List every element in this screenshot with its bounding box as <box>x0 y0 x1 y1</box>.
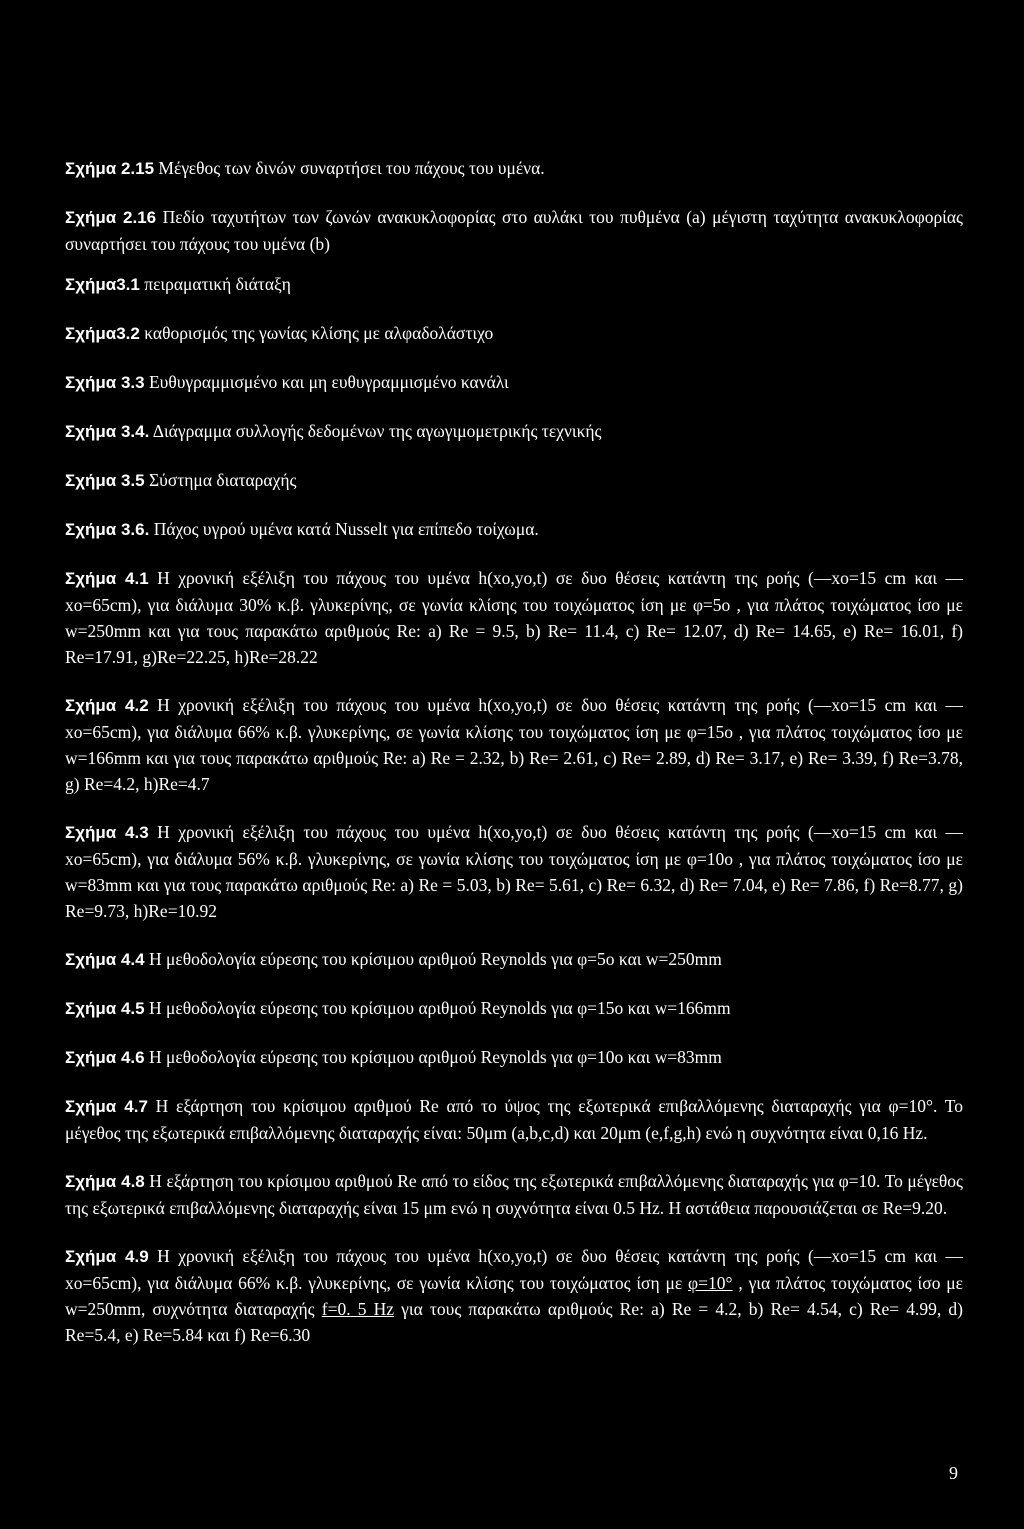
caption-4-6 <box>65 1044 963 1071</box>
caption-label: Σχήμα 4.9 <box>65 1247 149 1266</box>
caption-label: Σχήμα 4.8 <box>65 1172 145 1191</box>
caption-4-7 <box>65 1093 963 1146</box>
caption-label: Σχήμα 3.3 <box>65 373 145 392</box>
caption-3-2 <box>65 320 963 347</box>
caption-4-9 <box>65 1243 963 1348</box>
caption-text: καθορισμός της γωνίας κλίσης με αλφαδολάστιχο <box>139 323 494 343</box>
caption-4-1 <box>65 565 963 670</box>
caption-3-5 <box>65 467 963 494</box>
caption-text: Πάχος υγρού υμένα κατά Nusselt για επίπεδο τοίχωμα. <box>149 519 539 539</box>
caption-label: Σχήμα 2.16 <box>65 208 157 227</box>
caption-text: Σύστημα διαταραχής <box>144 470 297 490</box>
caption-text: Μέγεθος των δινών συναρτήσει του πάχους του υμένα. <box>154 158 545 178</box>
underlined-angle: φ=10° <box>688 1273 733 1293</box>
caption-label: Σχήμα 4.7 <box>65 1097 148 1116</box>
caption-label: Σχήμα 3.5 <box>65 471 145 490</box>
caption-text: Διάγραμμα συλλογής δεδομένων της αγωγιμομετρικής τεχνικής <box>149 421 602 441</box>
caption-text: Η χρονική εξέλιξη του πάχους του υμένα h(xo,yo,t) σε δυο θέσεις κατάντη της ροής (—xo=15 cm και — xo=65cm), για διάλυμα 66% κ.β. γλυκερίνης, σε γωνία κλίσης του τοιχώματος ίση με <box>65 1246 963 1293</box>
caption-label: Σχήμα3.2 <box>65 324 140 343</box>
caption-text: Η χρονική εξέλιξη του πάχους του υμένα h(xο,yο,t) σε δυο θέσεις κατάντη της ροής (—xο=15 cm και — xο=65cm), για διάλυμα 30% κ.β. γλυκερίνης, σε γωνία κλίσης του τοιχώματος ίση με φ=5ο , για πλάτος τοιχώματος ίσο με w=250mm και για τους παρακάτω αριθμούς Re: a) Re = 9.5, b) Re= 11.4, c) Re= 12.07, d) Re= 14.65, e) Re= 16.01, f) Re=17.91, g)Re=22.25, h)Re=28.22 <box>65 568 963 667</box>
caption-label: Σχήμα 4.3 <box>65 823 149 842</box>
caption-4-2 <box>65 692 963 797</box>
caption-label: Σχήμα 4.5 <box>65 999 145 1018</box>
caption-label: Σχήμα 4.4 <box>65 950 145 969</box>
caption-text: Η χρονική εξέλιξη του πάχους του υμένα h(xο,yο,t) σε δυο θέσεις κατάντη της ροής (—xο=15 cm και — xο=65cm), για διάλυμα 66% κ.β. γλυκερίνης, σε γωνία κλίσης του τοιχώματος ίση με φ=15ο , για πλάτος τοιχώματος ίσο με w=166mm και για τους παρακάτω αριθμούς Re: a) Re = 2.32, b) Re= 2.61, c) Re= 2.89, d) Re= 3.17, e) Re= 3.39, f) Re=3.78, g) Re=4.2, h)Re=4.7 <box>65 695 963 794</box>
caption-list <box>65 155 963 1370</box>
caption-label: Σχήμα 3.6. <box>65 520 150 539</box>
caption-text: πειραματική διάταξη <box>139 274 291 294</box>
caption-label: Σχήμα 4.2 <box>65 696 149 715</box>
caption-text: Πεδίο ταχυτήτων των ζωνών ανακυκλοφορίας στο αυλάκι του πυθμένα (a) μέγιστη ταχύτητα ανακυκλοφορίας συναρτήσει του πάχους του υμένα (b) <box>65 207 963 254</box>
caption-4-8 <box>65 1168 963 1221</box>
caption-3-4 <box>65 418 963 445</box>
caption-text: Η εξάρτηση του κρίσιμου αριθμού Re από το είδος της εξωτερικά επιβαλλόμενης διαταραχής για φ=10. Το μέγεθος της εξωτερικά επιβαλλόμενης διαταραχής είναι 15 μm ενώ η συχνότητα είναι 0.5 Hz. Η αστάθεια παρουσιάζεται σε Re=9.20. <box>65 1171 963 1218</box>
caption-text: Η μεθοδολογία εύρεσης του κρίσιμου αριθμού Reynolds για φ=5ο και w=250mm <box>144 949 722 969</box>
caption-label: Σχήμα3.1 <box>65 275 140 294</box>
caption-3-3 <box>65 369 963 396</box>
caption-label: Σχήμα 4.6 <box>65 1048 145 1067</box>
caption-2-16 <box>65 204 963 257</box>
underlined-frequency: f=0. 5 Hz <box>321 1299 394 1319</box>
caption-label: Σχήμα 2.15 <box>65 159 155 178</box>
caption-2-15 <box>65 155 963 182</box>
caption-text: Η εξάρτηση του κρίσιμου αριθμού Re από το ύψος της εξωτερικά επιβαλλόμενης διαταραχής για φ=10°. Το μέγεθος της εξωτερικά επιβαλλόμενης διαταραχής είναι: 50μm (a,b,c,d) και 20μm (e,f,g,h) ενώ η συχνότητα είναι 0,16 Hz. <box>65 1096 963 1143</box>
caption-4-5 <box>65 995 963 1022</box>
caption-text: Ευθυγραμμισμένο και μη ευθυγραμμισμένο κανάλι <box>144 372 509 392</box>
caption-3-6 <box>65 516 963 543</box>
caption-label: Σχήμα 3.4. <box>65 422 150 441</box>
caption-text: Η χρονική εξέλιξη του πάχους του υμένα h(xo,yo,t) σε δυο θέσεις κατάντη της ροής (—xo=15 cm και — xo=65cm), για διάλυμα 56% κ.β. γλυκερίνης, σε γωνία κλίσης του τοιχώματος ίση με φ=10o , για πλάτος τοιχώματος ίσο με w=83mm και για τους παρακάτω αριθμούς Re: a) Re = 5.03, b) Re= 5.61, c) Re= 6.32, d) Re= 7.04, e) Re= 7.86, f) Re=8.77, g) Re=9.73, h)Re=10.92 <box>65 822 963 921</box>
caption-4-4 <box>65 946 963 973</box>
caption-3-1 <box>65 271 963 298</box>
caption-text: , για πλάτος τοιχώματος ίσο με w=250mm, συχνότητα διαταραχής <box>65 1273 964 1319</box>
caption-4-3 <box>65 819 963 924</box>
caption-text: Η μεθοδολογία εύρεσης του κρίσιμου αριθμού Reynolds για φ=10ο και w=83mm <box>144 1047 722 1067</box>
caption-text: Η μεθοδολογία εύρεσης του κρίσιμου αριθμού Reynolds για φ=15ο και w=166mm <box>144 998 731 1018</box>
caption-label: Σχήμα 4.1 <box>65 569 149 588</box>
caption-text: για τους παρακάτω αριθμούς Re: a) Re = 4.2, b) Re= 4.54, c) Re= 4.99, d) Re=5.4, e) Re=5.84 και f) Re=6.30 <box>65 1299 963 1345</box>
page-number: 9 <box>949 1463 958 1483</box>
